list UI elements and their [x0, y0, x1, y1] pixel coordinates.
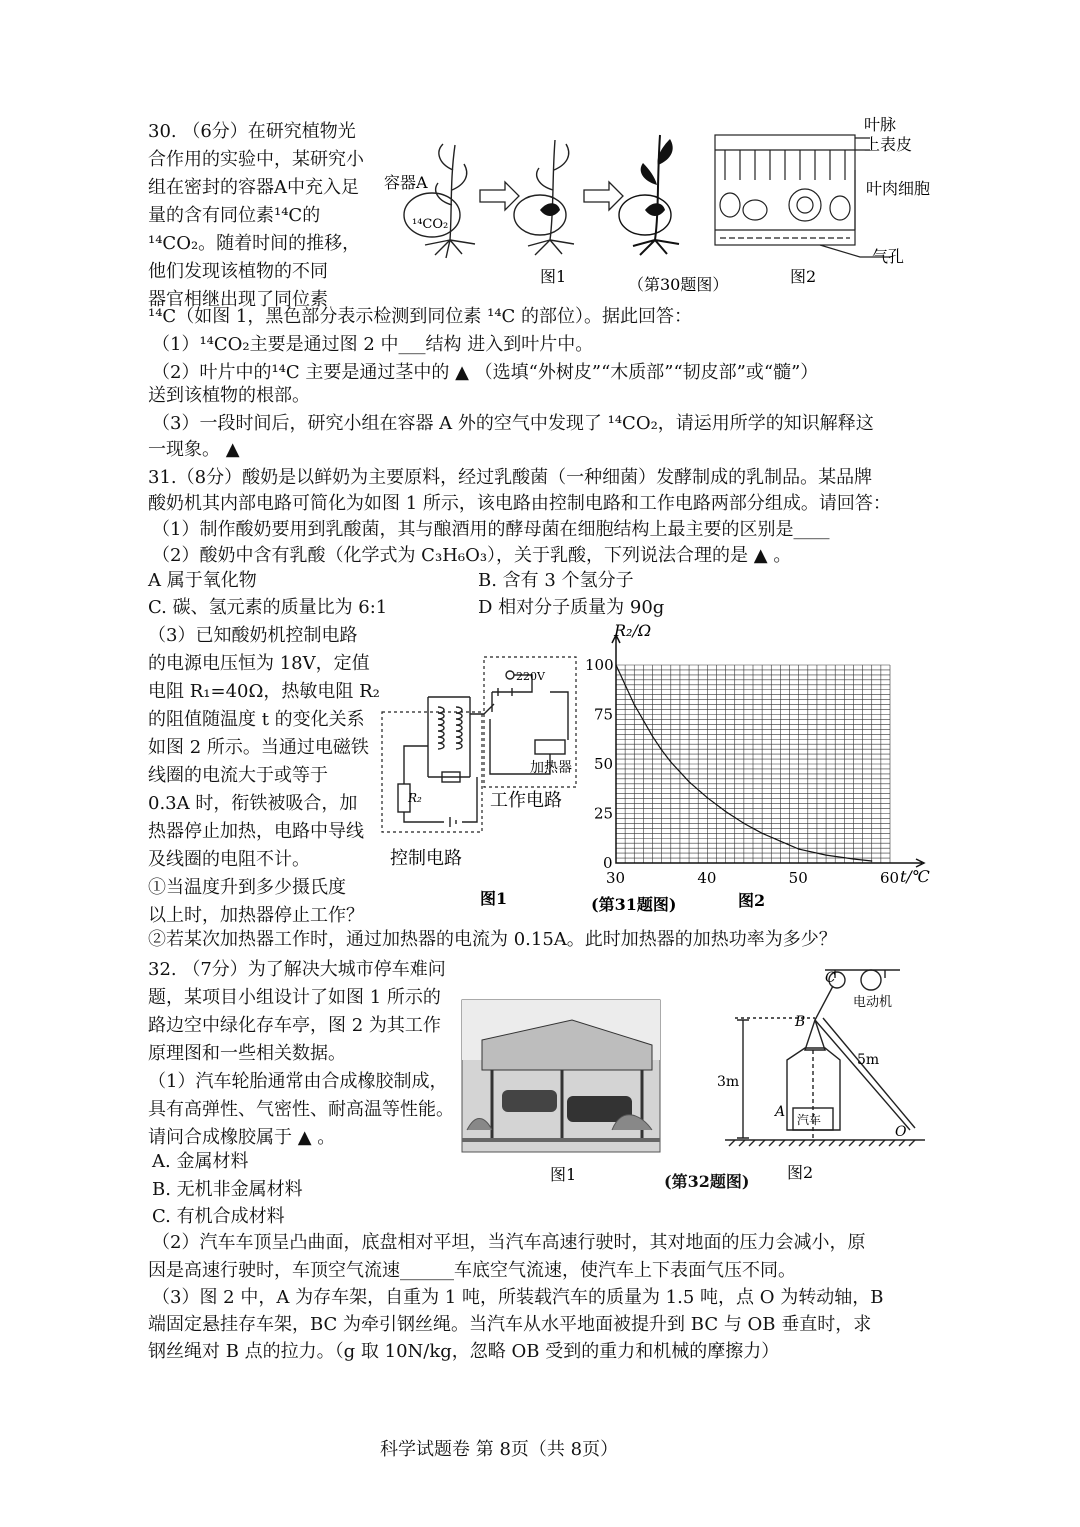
point-o-label: O	[895, 1124, 907, 1140]
data-point	[707, 797, 708, 798]
car-label: 汽车	[797, 1113, 822, 1127]
leaf-cross-section	[715, 135, 855, 245]
y-tick-label: 75	[594, 705, 614, 724]
y-tick-label: 50	[594, 755, 614, 773]
q31-option-b: B. 含有 3 个氢分子	[478, 570, 634, 591]
q32-option-a: A. 金属材料	[152, 1151, 249, 1172]
height-3m-label: 3m	[717, 1074, 740, 1090]
q32-intro-line: （1）汽车轮胎通常由合成橡胶制成，	[148, 1071, 448, 1092]
q31-line2: 酸奶机其内部电路可简化为如图 1 所示，该电路由控制电路和工作电路两部分组成。请回答：	[148, 493, 891, 514]
data-point	[625, 684, 626, 685]
q30-continuation: ¹⁴C（如图 1，黑色部分表示检测到同位素 ¹⁴C 的部位）。据此回答：	[148, 306, 693, 327]
plant-2	[514, 140, 574, 255]
data-point	[615, 664, 616, 665]
data-point	[798, 849, 799, 850]
chart-ticks	[585, 656, 899, 887]
q30-sub1: （1）¹⁴CO₂主要是通过图 2 中___结构 进入到叶片中。	[152, 334, 594, 355]
q30-figure	[380, 110, 940, 305]
container-label: 容器A	[384, 173, 428, 192]
q31-sub3-line: 如图 2 所示。当通过电磁铁	[148, 737, 369, 758]
data-point	[762, 833, 763, 834]
lift-mechanism-diagram	[715, 960, 930, 1190]
r2-temperature-chart	[585, 620, 940, 920]
q30-sub2: （2）叶片中的¹⁴C 主要是通过茎中的 ▲ （选填“外树皮”“木质部”“韧皮部”或“髓”）	[152, 362, 819, 383]
chart-grid	[616, 665, 890, 863]
q31-option-c: C. 碳、氢元素的质量比为 6:1	[148, 597, 388, 618]
q32-sub3: （3）图 2 中，A 为存车架，自重为 1 吨，所装载汽车的质量为 1.5 吨，点 O 为转动轴，B	[152, 1287, 884, 1308]
q30-intro	[148, 118, 364, 314]
q32-sub3c: 钢丝绳对 B 点的拉力。（g 取 10N/kg，忽略 OB 受到的重力和机械的摩擦力）	[148, 1341, 780, 1362]
q31-sub3-line: 的电源电压恒为 18V，定值	[148, 653, 370, 674]
r2-label: R₂	[408, 791, 422, 805]
q32-sub3b: 端固定悬挂存车架，BC 为牵引钢丝绳。当汽车从水平地面被提升到 BC 与 OB 垂直时，求	[148, 1314, 872, 1335]
q31-sub2: （2）酸奶中含有乳酸（化学式为 C₃H₆O₃），关于乳酸，下列说法合理的是 ▲ 。	[152, 545, 792, 566]
q30-intro-line: ¹⁴CO₂。随着时间的推移，	[148, 233, 361, 254]
point-a-label: A	[775, 1104, 786, 1120]
q31-sub3-line: 的阻值随温度 t 的变化关系	[148, 709, 365, 730]
q31-sub3	[148, 622, 380, 930]
q32-caption: (第32题图)	[664, 1172, 750, 1191]
data-point	[688, 781, 689, 782]
x-tick-label: 60	[880, 869, 900, 887]
x-tick-label: 30	[606, 869, 626, 887]
data-point	[853, 858, 854, 859]
q31-option-d: D 相对分子质量为 90g	[478, 597, 665, 618]
q30-intro-line: 合作用的实验中，某研究小	[148, 149, 364, 170]
q32-intro-line: 请问合成橡胶属于 ▲ 。	[148, 1127, 336, 1148]
y-tick-label: 100	[585, 656, 614, 674]
upper-epidermis-label: 上表皮	[864, 135, 913, 154]
vein-label: 叶脉	[864, 115, 897, 134]
q32-option-b: B. 无机非金属材料	[152, 1179, 303, 1200]
point-b-label: B	[795, 1014, 806, 1030]
q31-sub3-line: （3）已知酸奶机控制电路	[148, 625, 358, 646]
stoma-label: 气孔	[872, 247, 905, 266]
q31-option-a: A 属于氧化物	[148, 570, 257, 591]
arrow-icon	[480, 182, 519, 210]
q32-intro-line: 原理图和一些相关数据。	[148, 1043, 346, 1064]
q31-sub3-line: 以上时，加热器停止工作？	[148, 905, 364, 926]
q31-sub3-line: 线圈的电流大于或等于	[148, 765, 328, 786]
q31-sub3-line: 电阻 R₁=40Ω，热敏电阻 R₂	[148, 681, 380, 702]
q31-sub1: （1）制作酸奶要用到乳酸菌，其与酿酒用的酵母菌在细胞结构上最主要的区别是____	[152, 519, 830, 540]
q31-sub3-line: 及线圈的电阻不计。	[148, 849, 310, 870]
length-5m-label: 5m	[857, 1052, 880, 1068]
page-footer: 科学试题卷 第 8页（共 8页）	[380, 1439, 619, 1460]
q31-sub3-q2: ②若某次加热器工作时，通过加热器的电流为 0.15A。此时加热器的加热功率为多少？	[148, 929, 837, 950]
q31-line1: 31.（8分）酸奶是以鲜奶为主要原料，经过乳酸菌（一种细菌）发酵制成的乳制品。某品牌	[148, 467, 873, 488]
data-point	[661, 750, 662, 751]
fig2-label: 图2	[787, 1163, 814, 1182]
q30-intro-line: 器官相继出现了同位素	[148, 289, 328, 310]
mesophyll-label: 叶肉细胞	[866, 179, 931, 198]
q31-circuit	[380, 652, 590, 922]
caption-label: （第30题图）	[628, 275, 729, 294]
parking-photo	[462, 1000, 662, 1190]
point-c-label: C	[825, 970, 836, 986]
fig1-label: 图1	[540, 267, 567, 286]
heater-label: 加热器	[530, 760, 572, 776]
work-circuit-label: 工作电路	[490, 790, 562, 811]
y-axis-label: R₂/Ω	[614, 621, 652, 640]
q32-option-c: C. 有机合成材料	[152, 1206, 285, 1227]
q30-intro-line: 量的含有同位素¹⁴C的	[148, 205, 321, 226]
fig2-label: 图2	[738, 891, 766, 910]
data-point	[725, 811, 726, 812]
fig1-label: 图1	[550, 1165, 577, 1184]
q32-intro-line: 具有高弹性、气密性、耐高温等性能。	[148, 1099, 454, 1120]
q32-intro	[148, 956, 454, 1152]
arrow-icon	[584, 182, 623, 210]
data-point	[652, 736, 653, 737]
q31-sub3-line: 0.3A 时，衔铁被吸合，加	[148, 793, 358, 814]
x-tick-label: 50	[788, 869, 808, 887]
data-point	[643, 720, 644, 721]
q32-sub2b: 因是高速行驶时，车顶空气流速______车底空气流速，使汽车上下表面气压不同。	[148, 1260, 796, 1281]
data-point	[780, 841, 781, 842]
x-tick-label: 40	[697, 869, 717, 887]
q32-intro-line: 题，某项目小组设计了如图 1 所示的	[148, 987, 441, 1008]
plant-1	[404, 144, 475, 258]
q30-sub2b: 送到该植物的根部。	[148, 385, 310, 406]
q32-sub2: （2）汽车车顶呈凸曲面，底盘相对平坦，当汽车高速行驶时，其对地面的压力会减小，原	[152, 1232, 866, 1253]
motor-label: 电动机	[853, 995, 893, 1010]
q31-sub3-line: 热器停止加热，电路中导线	[148, 821, 364, 842]
data-point	[743, 823, 744, 824]
data-point	[634, 704, 635, 705]
y-tick-label: 0	[603, 854, 613, 872]
y-tick-label: 25	[594, 804, 614, 823]
q30-intro-line: 他们发现该植物的不同	[148, 261, 328, 282]
data-point	[825, 854, 826, 855]
q30-intro-line: 组在密封的容器A中充入足	[148, 177, 359, 198]
fig1-label: 图1	[480, 889, 508, 908]
q30-sub3: （3）一段时间后，研究小组在容器 A 外的空气中发现了 ¹⁴CO₂，请运用所学的知识解释这	[152, 413, 874, 434]
co2-label: ¹⁴CO₂	[412, 217, 449, 232]
data-point	[871, 860, 872, 861]
data-point	[670, 761, 671, 762]
voltage-label: 220V	[516, 670, 545, 683]
fig2-label: 图2	[790, 267, 817, 286]
q30-sub3b: 一现象。 ▲	[148, 439, 240, 460]
q32-intro-line: 路边空中绿化存车亭，图 2 为其工作	[148, 1015, 441, 1036]
figure-caption: (第31题图)	[591, 895, 677, 914]
x-axis-label: t/℃	[900, 867, 930, 886]
q32-intro-line: 32. （7分）为了解决大城市停车难问	[148, 959, 446, 980]
control-circuit-label: 控制电路	[390, 848, 462, 869]
q30-intro-line: 30. （6分）在研究植物光	[148, 121, 356, 142]
q31-sub3-line: ①当温度升到多少摄氏度	[148, 877, 346, 898]
